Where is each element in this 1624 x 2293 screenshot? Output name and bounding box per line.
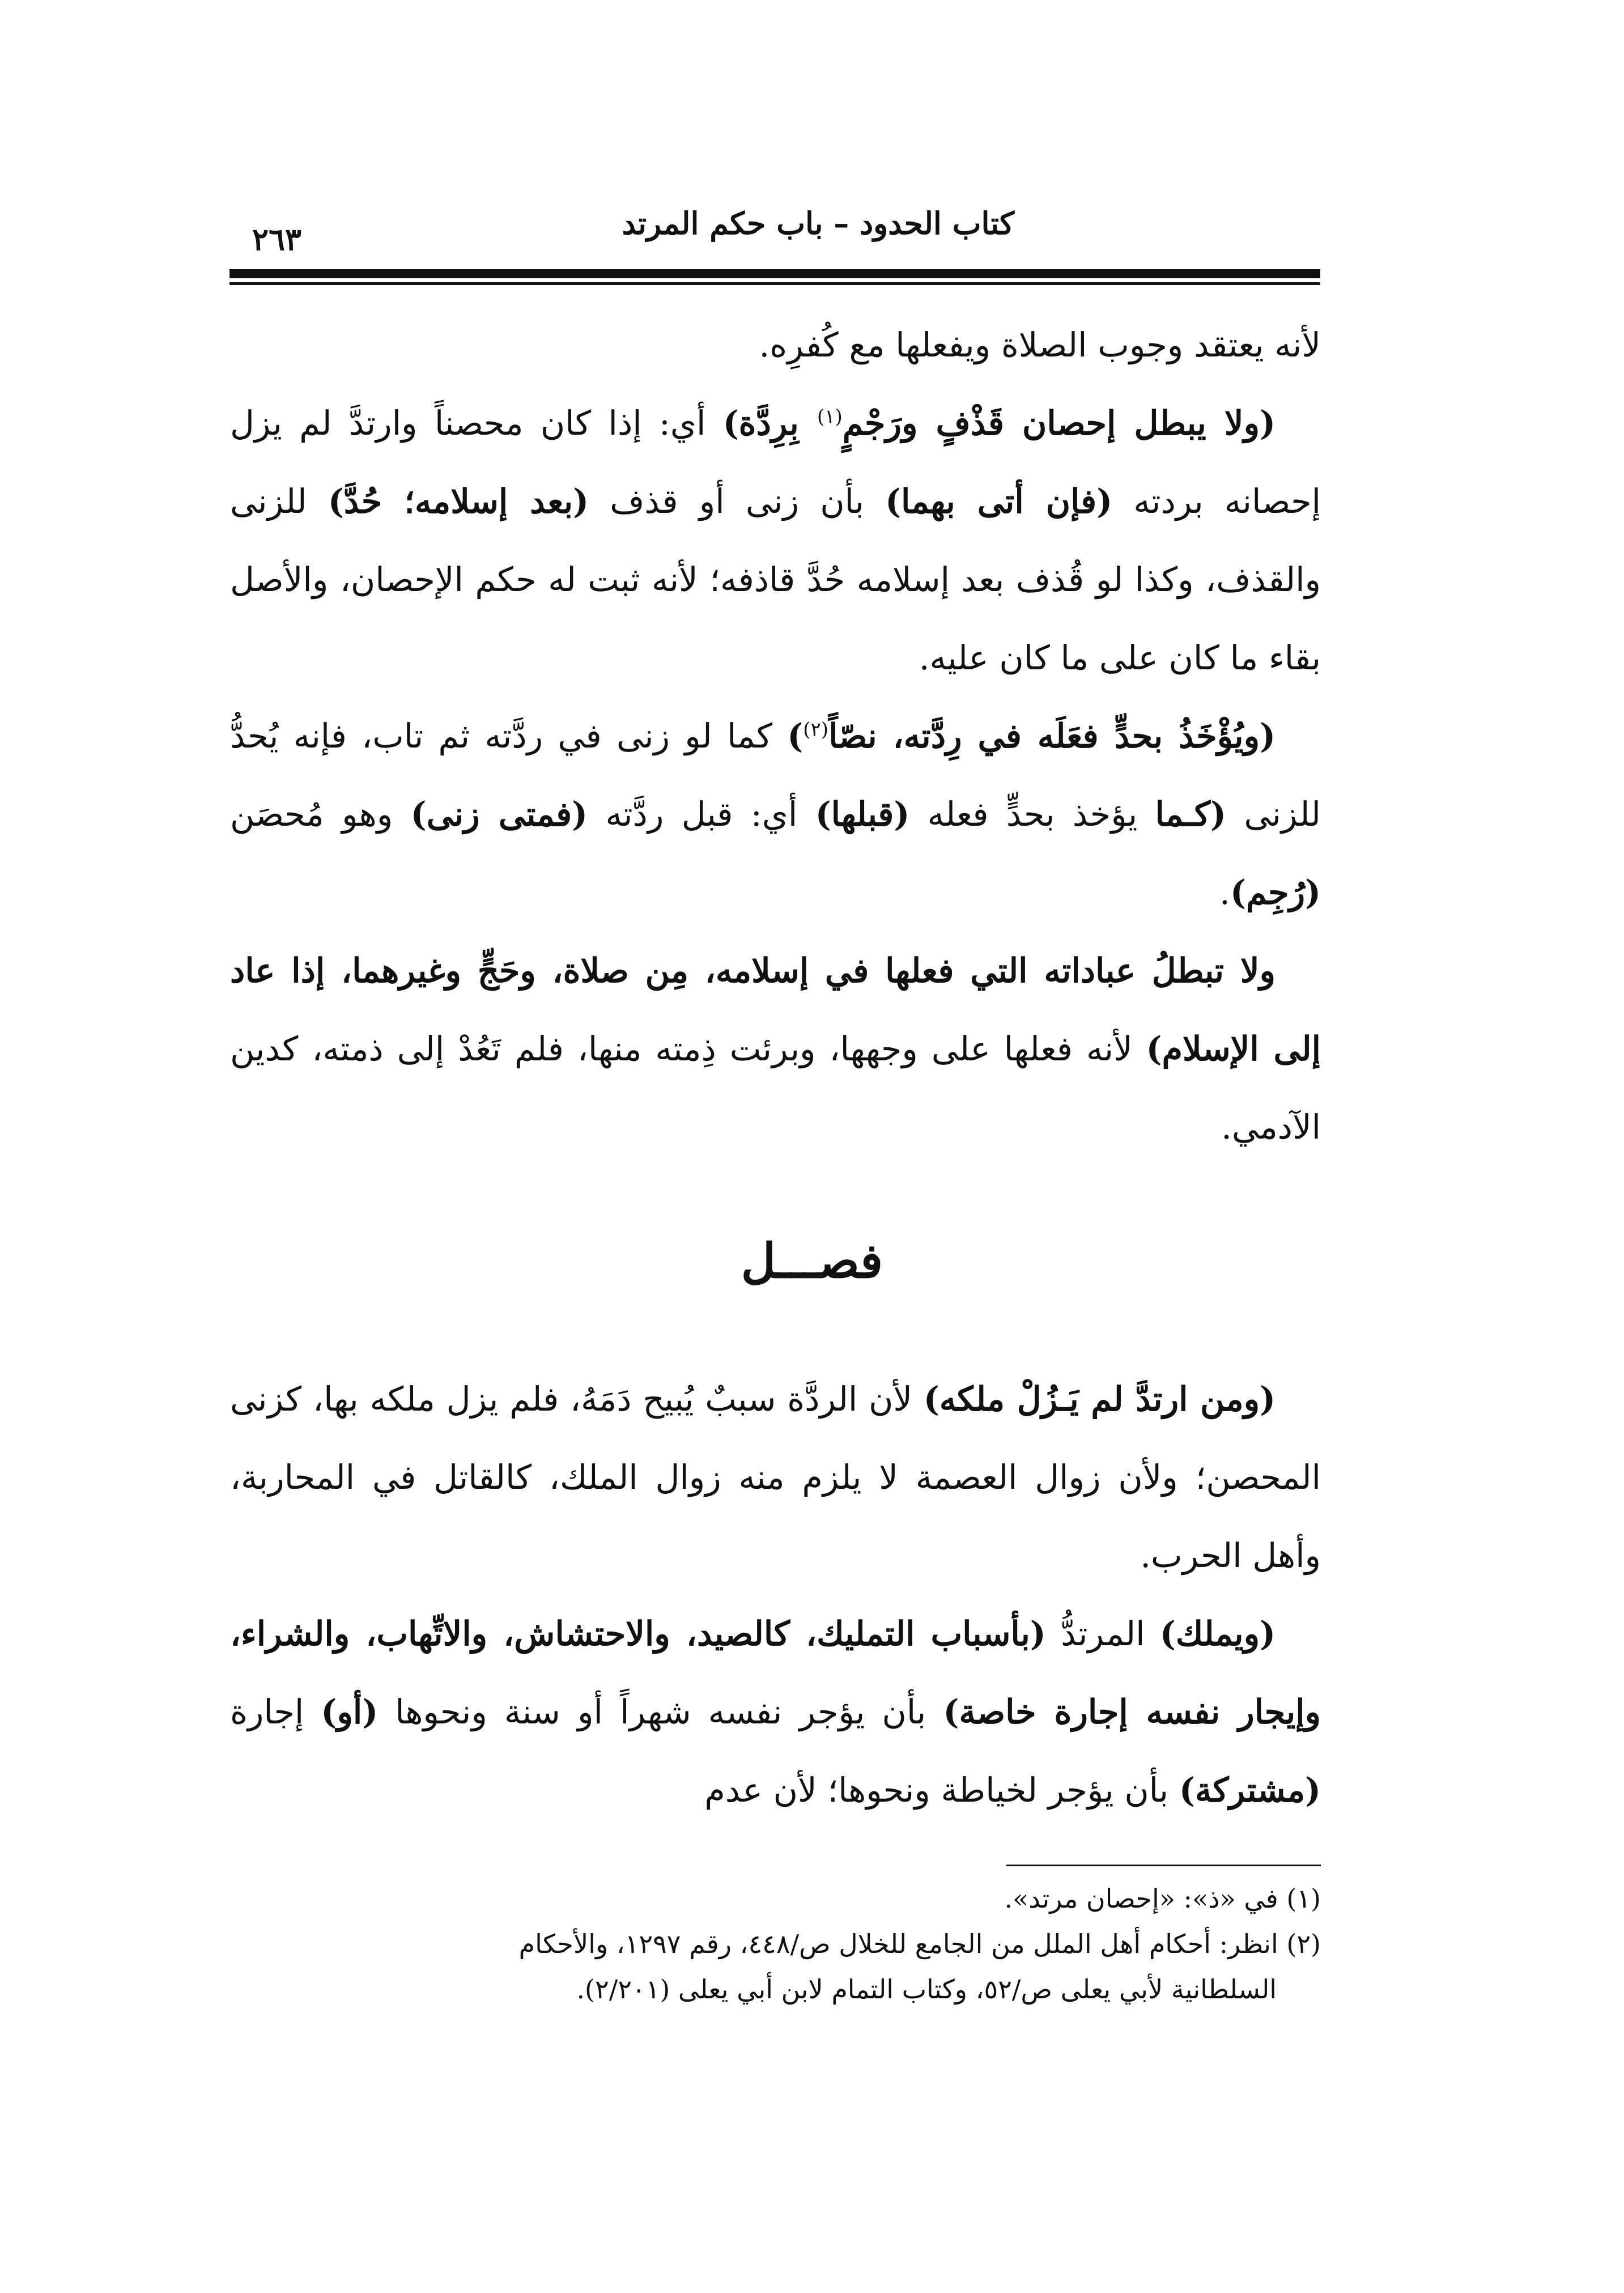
- paragraph: [230, 1595, 1321, 1829]
- matn-text: (فإن أتى بهما): [885, 482, 1113, 521]
- body-text-section-2: [230, 1360, 1321, 1829]
- paragraph: [230, 384, 1321, 697]
- matn-text: (أو): [321, 1692, 379, 1731]
- sharh-text: أي: إذا كان محصناً وارتدَّ لم يزل إحصانه بردته: [230, 404, 1321, 521]
- matn-text: (كـما: [1155, 795, 1226, 834]
- matn-text: (فمتى زنى): [410, 795, 588, 834]
- matn-text: (ويملك): [1159, 1614, 1276, 1653]
- matn-text: بِرِدَّة): [722, 404, 817, 443]
- sharh-text: المرتدُّ: [1045, 1614, 1160, 1653]
- matn-text: ولا تبطلُ عباداته التي فعلها في إسلامه، مِن صلاة، وحَجٍّ وغيرهما، إذا عاد إلى الإسلام): [230, 951, 1321, 1068]
- sharh-text: للزنى والقذف، وكذا لو قُذف بعد إسلامه حُدَّ قاذفه؛ لأنه ثبت له حكم الإحصان، والأصل بقاء ما كان على ما كان عليه.: [230, 482, 1321, 677]
- sharh-text: وهو مُحصَن: [230, 795, 411, 834]
- sharh-text: بأن يؤجر نفسه شهراً أو سنة ونحوها: [378, 1692, 943, 1731]
- running-title: كتاب الحدود – باب حكم المرتد: [622, 205, 1014, 241]
- sharh-text: كما لو زنى في ردَّته ثم تاب، فإنه يُحدُّ للزنى: [230, 716, 1321, 834]
- matn-text: (مشتركة): [1179, 1770, 1321, 1810]
- matn-text: (ولا يبطل إحصان قَذْفٍ ورَجْمٍ: [842, 404, 1276, 443]
- body-text-section-1: [230, 306, 1321, 1166]
- footnote-marker: (١): [817, 405, 843, 428]
- paragraph: لأنه يعتقد وجوب الصلاة ويفعلها مع كُفرِه.: [759, 325, 1321, 364]
- footnote-marker: (٢): [803, 718, 829, 741]
- paragraph: [230, 932, 1321, 1166]
- matn-text: (ويُؤْخَذُ بحدٍّ فعَلَه في رِدَّته، نصّاً: [828, 716, 1276, 755]
- sharh-text: لأن الردَّة سببٌ يُبيح دَمَهُ، فلم يزل ملكه بها، كزنى المحصن؛ ولأن زوال العصمة لا يلزم منه زوال الملك، كالقاتل في المحاربة، وأهل الحرب.: [230, 1379, 1321, 1575]
- footnotes: [230, 1876, 1321, 2012]
- sharh-text: بأن زنى أو قذف: [589, 482, 886, 521]
- sharh-text: أي: قبل ردَّته: [588, 795, 815, 834]
- header-rule-thick: [229, 269, 1320, 278]
- paragraph: [230, 1360, 1321, 1595]
- paragraph: [230, 697, 1321, 932]
- matn-text: (ومن ارتدَّ لم يَـزُلْ ملكه): [923, 1379, 1276, 1419]
- sharh-text: بأن يؤجر لخياطة ونحوها؛ لأن عدم: [704, 1770, 1179, 1810]
- section-heading: فصـــل: [741, 1233, 883, 1289]
- sharh-text: إجارة: [230, 1692, 321, 1731]
- header-rule-thin: [229, 282, 1320, 285]
- footnote-1: (١) في «ذ»: «إحصان مرتد».: [1004, 1883, 1321, 1914]
- sharh-text: يؤخذ بحدٍّ فعله: [909, 795, 1155, 834]
- sharh-text: .: [1219, 873, 1230, 912]
- matn-text: (بأسباب التمليك، كالصيد، والاحتشاش، والاتِّهاب، والشراء، وإيجار نفسه إجارة خاصة): [230, 1614, 1321, 1731]
- page-number: ٢٦٣: [252, 221, 302, 257]
- footnote-2-continuation: السلطانية لأبي يعلى ص/٥٢، وكتاب التمام لابن أبي يعلى (٢/٢٠١).: [576, 1974, 1277, 2005]
- matn-text: ): [787, 716, 804, 755]
- running-header: [229, 198, 1320, 266]
- matn-text: (قبلها): [815, 795, 910, 834]
- matn-text: (رُجِم): [1230, 873, 1321, 912]
- footnote-2: (٢) انظر: أحكام أهل الملل من الجامع للخلال ص/٤٤٨، رقم ١٢٩٧، والأحكام: [518, 1929, 1321, 1959]
- footnote-separator: [1006, 1865, 1321, 1866]
- sharh-text: لأنه فعلها على وجهها، وبرئت ذِمته منها، فلم تَعُدْ إلى ذمته، كدين الآدمي.: [230, 1029, 1321, 1146]
- matn-text: (بعد إسلامه؛ حُدَّ): [328, 482, 589, 521]
